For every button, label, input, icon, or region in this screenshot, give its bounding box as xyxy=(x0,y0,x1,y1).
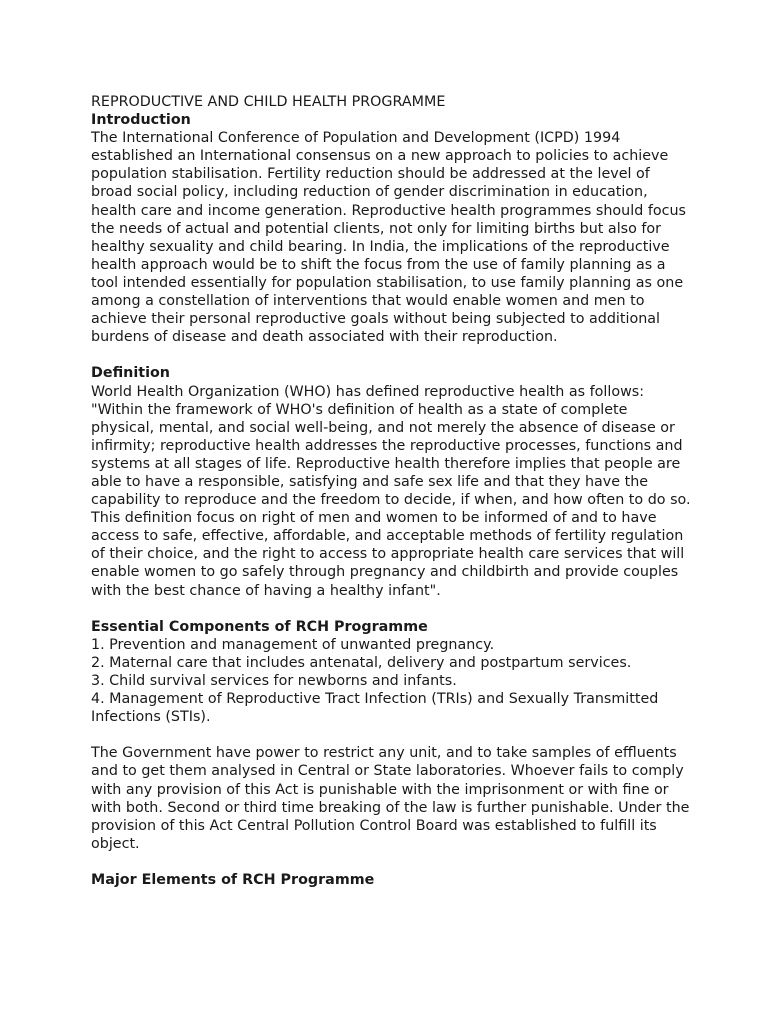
major-elements-heading: Major Elements of RCH Programme xyxy=(91,872,375,889)
definition-paragraph: World Health Organization (WHO) has defined reproductive health as follows: "Within the framework of WHO's definition of health as a state of complete physical, mental, and social well-being, and not merely the absence of disease or infirmity; reproductive health addresses the reproductive processes, functions and systems at all stages of life. Reproductive health therefore implies that people are able to have a responsible, satisfying and safe sex life and that they have the capability to reproduce and the freedom to decide, if when, and how often to do so. This definition focus on right of men and women to be informed of and to have access to safe, effective, affordable, and acceptable methods of fertility regulation of their choice, and the right to access to appropriate health care services that will enable women to go safely through pregnancy and childbirth and provide couples with the best chance of having a healthy infant". xyxy=(91,383,691,599)
component-item-3: 3. Child survival services for newborns and infants. xyxy=(91,673,457,689)
components-heading: Essential Components of RCH Programme xyxy=(91,618,428,635)
definition-heading: Definition xyxy=(91,365,170,382)
spacer xyxy=(91,853,691,871)
spacer xyxy=(91,600,691,618)
spacer xyxy=(91,726,691,744)
government-paragraph: The Government have power to restrict any unit, and to take samples of effluents and to get them analysed in Central or State laboratories. Whoever fails to comply with any provision of this Act is punishable with the imprisonment or with fine or with both. Second or third time breaking of the law is further punishable. Under the provision of this Act Central Pollution Control Board was established to fulfill its object. xyxy=(91,745,690,852)
component-item-1: 1. Prevention and management of unwanted pregnancy. xyxy=(91,636,495,653)
document-page xyxy=(91,93,691,889)
spacer xyxy=(91,346,691,364)
document-title: REPRODUCTIVE AND CHILD HEALTH PROGRAMME xyxy=(91,94,446,110)
component-item-4: 4. Management of Reproductive Tract Infection (TRIs) and Sexually Transmitted Infections (STIs). xyxy=(91,691,659,726)
introduction-heading: Introduction xyxy=(91,112,191,129)
introduction-paragraph: The International Conference of Population and Development (ICPD) 1994 established an International consensus on a new approach to policies to achieve population stabilisation. Fertility reduction should be addressed at the level of broad social policy, including reduction of gender discrimination in education, health care and income generation. Reproductive health programmes should focus the needs of actual and potential clients, not only for limiting births but also for healthy sexuality and child bearing. In India, the implications of the reproductive health approach would be to shift the focus from the use of family planning as a tool intended essentially for population stabilisation, to use family planning as one among a constellation of interventions that would enable women and men to achieve their personal reproductive goals without being subjected to additional burdens of disease and death associated with their reproduction. xyxy=(91,130,686,346)
component-item-2: 2. Maternal care that includes antenatal, delivery and postpartum services. xyxy=(91,654,632,671)
